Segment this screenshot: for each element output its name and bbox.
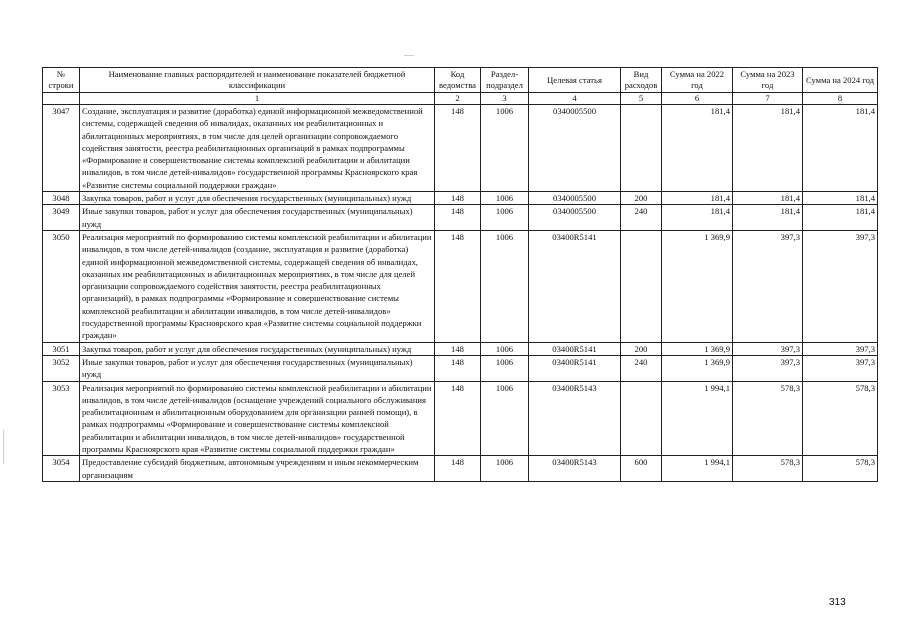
row-number: 3048 — [43, 192, 80, 205]
row-sum-2022: 1 994,1 — [662, 456, 733, 482]
row-name: Реализация мероприятий по формированию системы комплексной реабилитации и абилитации инвалидов, в том числе детей-инвалидов (оснащение учреждений социального обслуживания реабилитационным и абилитационным оборудованием для организации ранней помощи), в рамках подпрограммы «Формирование и совершенствование системы комплексной реабилитации и абилитации инвалидов, в том числе детей-инвалидов» государственной программы Красноярского края «Развитие системы социальной поддержки граждан» — [80, 381, 435, 456]
row-expense-type: 200 — [621, 342, 662, 355]
row-sum-2022: 1 994,1 — [662, 381, 733, 456]
table-row — [43, 192, 878, 205]
row-sum-2023: 397,3 — [733, 230, 803, 342]
row-sum-2023: 397,3 — [733, 355, 803, 381]
header-name: Наименование главных распорядителей и наименование показателей бюджетной классификации — [80, 68, 435, 93]
header-sum-2023: Сумма на 2023 год — [733, 68, 803, 93]
row-number: 3052 — [43, 355, 80, 381]
row-number: 3054 — [43, 456, 80, 482]
row-department-code: 148 — [435, 105, 481, 192]
table-row — [43, 205, 878, 231]
row-name: Предоставление субсидий бюджетным, автономным учреждениям и иным некоммерческим организациям — [80, 456, 435, 482]
row-department-code: 148 — [435, 342, 481, 355]
page-number: 313 — [829, 597, 846, 608]
row-sum-2024: 181,4 — [803, 192, 878, 205]
row-department-code: 148 — [435, 205, 481, 231]
row-number: 3047 — [43, 105, 80, 192]
row-expense-type — [621, 230, 662, 342]
row-expense-type: 240 — [621, 205, 662, 231]
row-target-article: 03400R5141 — [529, 230, 621, 342]
table-row — [43, 381, 878, 456]
row-target-article: 03400R5143 — [529, 381, 621, 456]
row-section: 1006 — [481, 230, 529, 342]
row-sum-2024: 397,3 — [803, 230, 878, 342]
row-sum-2024: 181,4 — [803, 105, 878, 192]
row-target-article: 0340005500 — [529, 105, 621, 192]
row-name: Иные закупки товаров, работ и услуг для обеспечения государственных (муниципальных) нужд — [80, 205, 435, 231]
table-row — [43, 230, 878, 342]
table-row — [43, 355, 878, 381]
row-target-article: 03400R5141 — [529, 355, 621, 381]
column-number: 6 — [662, 93, 733, 105]
column-number: 2 — [435, 93, 481, 105]
header-row — [43, 68, 878, 93]
column-number: 3 — [481, 93, 529, 105]
budget-table — [42, 67, 878, 482]
row-sum-2022: 1 369,9 — [662, 342, 733, 355]
row-department-code: 148 — [435, 456, 481, 482]
row-sum-2022: 181,4 — [662, 205, 733, 231]
table-row — [43, 456, 878, 482]
scan-mark-left — [3, 430, 4, 464]
header-target-article: Целевая статья — [529, 68, 621, 93]
row-expense-type: 200 — [621, 192, 662, 205]
row-number: 3050 — [43, 230, 80, 342]
row-section: 1006 — [481, 456, 529, 482]
row-sum-2023: 397,3 — [733, 342, 803, 355]
row-sum-2023: 578,3 — [733, 381, 803, 456]
row-department-code: 148 — [435, 381, 481, 456]
header-expense-type: Вид расходов — [621, 68, 662, 93]
header-department-code: Код ведомства — [435, 68, 481, 93]
row-department-code: 148 — [435, 230, 481, 342]
column-number: 8 — [803, 93, 878, 105]
column-number: 5 — [621, 93, 662, 105]
row-name: Создание, эксплуатация и развитие (доработка) единой информационной межведомственной системы, содержащей сведения об инвалидах, оказанных им реабилитационных и абилитационных мероприятиях, в том числе для целей организации сопровождаемого содействия занятости, реестра реабилитационных организаций в рамках подпрограммы «Формирование и совершенствование системы комплексной реабилитации и абилитации инвалидов, в том числе детей-инвалидов» государственной программы Красноярского края «Развитие системы социальной поддержки граждан» — [80, 105, 435, 192]
row-expense-type — [621, 105, 662, 192]
row-number: 3053 — [43, 381, 80, 456]
row-department-code: 148 — [435, 355, 481, 381]
row-number: 3051 — [43, 342, 80, 355]
row-sum-2024: 397,3 — [803, 355, 878, 381]
row-sum-2022: 181,4 — [662, 192, 733, 205]
row-sum-2024: 181,4 — [803, 205, 878, 231]
header-section: Раздел-подраздел — [481, 68, 529, 93]
row-sum-2023: 181,4 — [733, 192, 803, 205]
row-sum-2022: 181,4 — [662, 105, 733, 192]
row-target-article: 03400R5143 — [529, 456, 621, 482]
row-number: 3049 — [43, 205, 80, 231]
row-sum-2024: 578,3 — [803, 381, 878, 456]
column-number-row — [43, 93, 878, 105]
row-section: 1006 — [481, 355, 529, 381]
row-department-code: 148 — [435, 192, 481, 205]
row-section: 1006 — [481, 381, 529, 456]
row-expense-type: 240 — [621, 355, 662, 381]
row-name: Закупка товаров, работ и услуг для обеспечения государственных (муниципальных) нужд — [80, 192, 435, 205]
row-sum-2022: 1 369,9 — [662, 230, 733, 342]
row-section: 1006 — [481, 105, 529, 192]
row-name: Иные закупки товаров, работ и услуг для обеспечения государственных (муниципальных) нужд — [80, 355, 435, 381]
table-row — [43, 342, 878, 355]
row-section: 1006 — [481, 205, 529, 231]
row-sum-2024: 578,3 — [803, 456, 878, 482]
column-number: 7 — [733, 93, 803, 105]
scan-mark-top — [404, 55, 414, 56]
row-expense-type: 600 — [621, 456, 662, 482]
column-number: 4 — [529, 93, 621, 105]
row-sum-2023: 181,4 — [733, 105, 803, 192]
row-target-article: 0340005500 — [529, 205, 621, 231]
row-section: 1006 — [481, 192, 529, 205]
row-expense-type — [621, 381, 662, 456]
row-sum-2022: 1 369,9 — [662, 355, 733, 381]
row-sum-2023: 578,3 — [733, 456, 803, 482]
header-row-number: № строки — [43, 68, 80, 93]
table-row — [43, 105, 878, 192]
row-name: Закупка товаров, работ и услуг для обеспечения государственных (муниципальных) нужд — [80, 342, 435, 355]
row-target-article: 03400R5141 — [529, 342, 621, 355]
row-section: 1006 — [481, 342, 529, 355]
row-sum-2023: 181,4 — [733, 205, 803, 231]
column-number: 1 — [80, 93, 435, 105]
row-sum-2024: 397,3 — [803, 342, 878, 355]
header-sum-2022: Сумма на 2022 год — [662, 68, 733, 93]
header-sum-2024: Сумма на 2024 год — [803, 68, 878, 93]
row-target-article: 0340005500 — [529, 192, 621, 205]
row-name: Реализация мероприятий по формированию системы комплексной реабилитации и абилитации инвалидов, в том числе детей-инвалидов (создание, эксплуатация и развитие (доработка) единой информационной межведомственной системы, содержащей сведения об инвалидах, оказанных им реабилитационных и абилитационных мероприятиях, в том числе для целей организации сопровождаемого содействия занятости, реестра реабилитационных организаций), в рамках подпрограммы «Формирование и совершенствование системы комплексной реабилитации и абилитации инвалидов, в том числе детей-инвалидов» государственной программы Красноярского края «Развитие системы социальной поддержки граждан» — [80, 230, 435, 342]
column-number — [43, 93, 80, 105]
